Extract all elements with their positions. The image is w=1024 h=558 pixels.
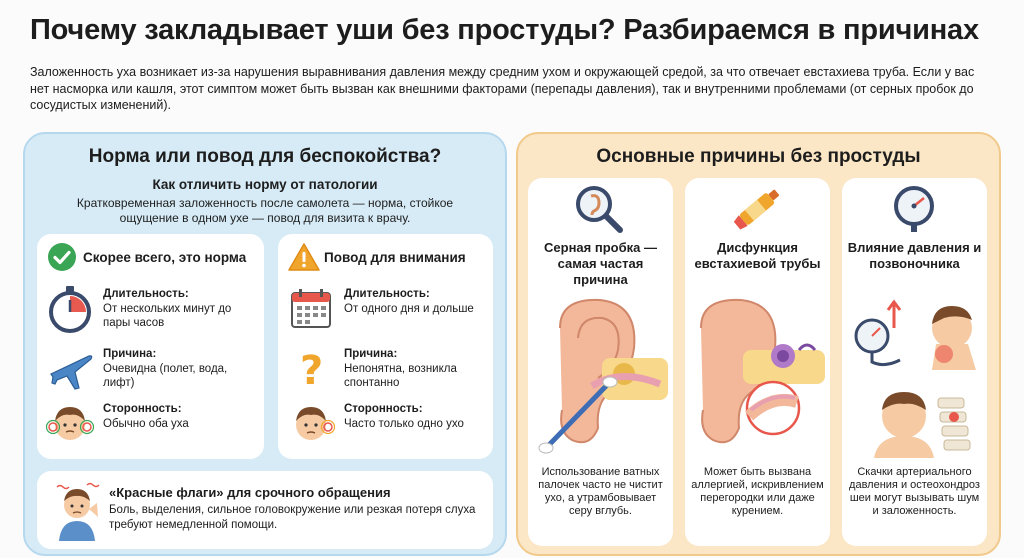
cause-eustachian-text: Может быть вызвана аллергией, искривлением перегородки или даже курением. <box>691 466 824 517</box>
normal-cause-value: Очевидна (полет, вода, лифт) <box>103 363 228 389</box>
blood-pressure-spine-illustration <box>844 298 985 463</box>
cause-earwax-text: Использование ватных палочек часто не чистит ухо, а утрамбовывает серу вглубь. <box>538 466 663 517</box>
attention-card-title: Повод для внимания <box>324 250 466 265</box>
attention-duration-label: Длительность: <box>344 288 430 300</box>
attention-cause-value: Непонятна, возникла спонтанно <box>344 363 457 389</box>
attention-side-row <box>286 399 501 459</box>
magnifier-ear-icon <box>572 184 628 239</box>
attention-cause-label: Причина: <box>344 348 398 360</box>
norm-panel <box>23 132 507 556</box>
ear-cotton-swab-illustration <box>530 298 671 463</box>
normal-side-value: Обычно оба уха <box>103 418 189 430</box>
question-icon <box>286 344 336 394</box>
normal-card-title: Скорее всего, это норма <box>83 250 247 265</box>
normal-duration-row <box>45 284 260 344</box>
norm-subtitle: Как отличить норму от патологии <box>152 177 378 192</box>
page-title: Почему закладывает уши без простуды? Разбираемся в причинах <box>30 14 979 46</box>
check-icon <box>47 242 77 277</box>
attention-side-label: Сторонность: <box>344 403 423 415</box>
face-icon <box>286 399 336 449</box>
intro-text: Заложенность уха возникает из-за нарушения выравнивания давления между средним ухом и окружающей средой, за что отвечает евстахиева труба. Если у вас нет насморка или кашля, этот симптом может быть вызван как внешними факторами (перепады давления), так и внутренними проблемами (от серных пробок до сосудистых изменений). <box>30 65 975 112</box>
cause-card-eustachian <box>685 178 830 546</box>
attention-duration-value: От одного дня и дольше <box>344 303 474 315</box>
attention-side-value: Часто только одно ухо <box>344 418 464 430</box>
normal-duration-label: Длительность: <box>103 288 189 300</box>
attention-duration-row <box>286 284 501 344</box>
dizzy-person-icon <box>51 479 103 546</box>
face-icon <box>45 399 95 449</box>
cause-earwax-title: Серная пробка — самая частая причина <box>544 240 657 287</box>
red-flags-text: Боль, выделения, сильное головокружение или резкая потеря слуха требуют немедленной помощи. <box>109 504 476 531</box>
normal-cause-label: Причина: <box>103 348 157 360</box>
pressure-gauge-icon <box>886 184 942 239</box>
causes-panel <box>516 132 1001 556</box>
nasal-spray-icon <box>729 184 785 239</box>
warning-icon <box>288 242 320 277</box>
svg-text:?: ? <box>300 348 324 394</box>
cause-pressure-title: Влияние давления и позвоночника <box>847 240 982 271</box>
normal-card <box>37 234 264 459</box>
red-flags-card <box>37 471 493 549</box>
airplane-icon <box>45 344 95 394</box>
normal-side-label: Сторонность: <box>103 403 182 415</box>
cause-card-earwax <box>528 178 673 546</box>
stopwatch-icon <box>45 284 95 334</box>
cause-eustachian-title: Дисфункция евстахиевой трубы <box>694 240 821 271</box>
normal-cause-row <box>45 344 260 404</box>
causes-panel-title: Основные причины без простуды <box>596 146 921 167</box>
cause-pressure-text: Скачки артериального давления и остеохондроз шеи могут вызывать шум и заложенность. <box>849 466 980 517</box>
norm-subtitle-text: Кратковременная заложенность после самолета — норма, стойкое ощущение в одном ухе — повод для визита к врачу. <box>76 196 454 225</box>
normal-side-row <box>45 399 260 459</box>
calendar-icon <box>286 284 336 334</box>
inner-ear-illustration <box>687 298 828 463</box>
attention-card <box>278 234 493 459</box>
red-flags-title: «Красные флаги» для срочного обращения <box>109 485 391 500</box>
normal-duration-value: От нескольких минут до пары часов <box>103 303 232 329</box>
cause-card-pressure <box>842 178 987 546</box>
attention-cause-row <box>286 344 501 404</box>
norm-panel-title: Норма или повод для беспокойства? <box>88 146 442 167</box>
